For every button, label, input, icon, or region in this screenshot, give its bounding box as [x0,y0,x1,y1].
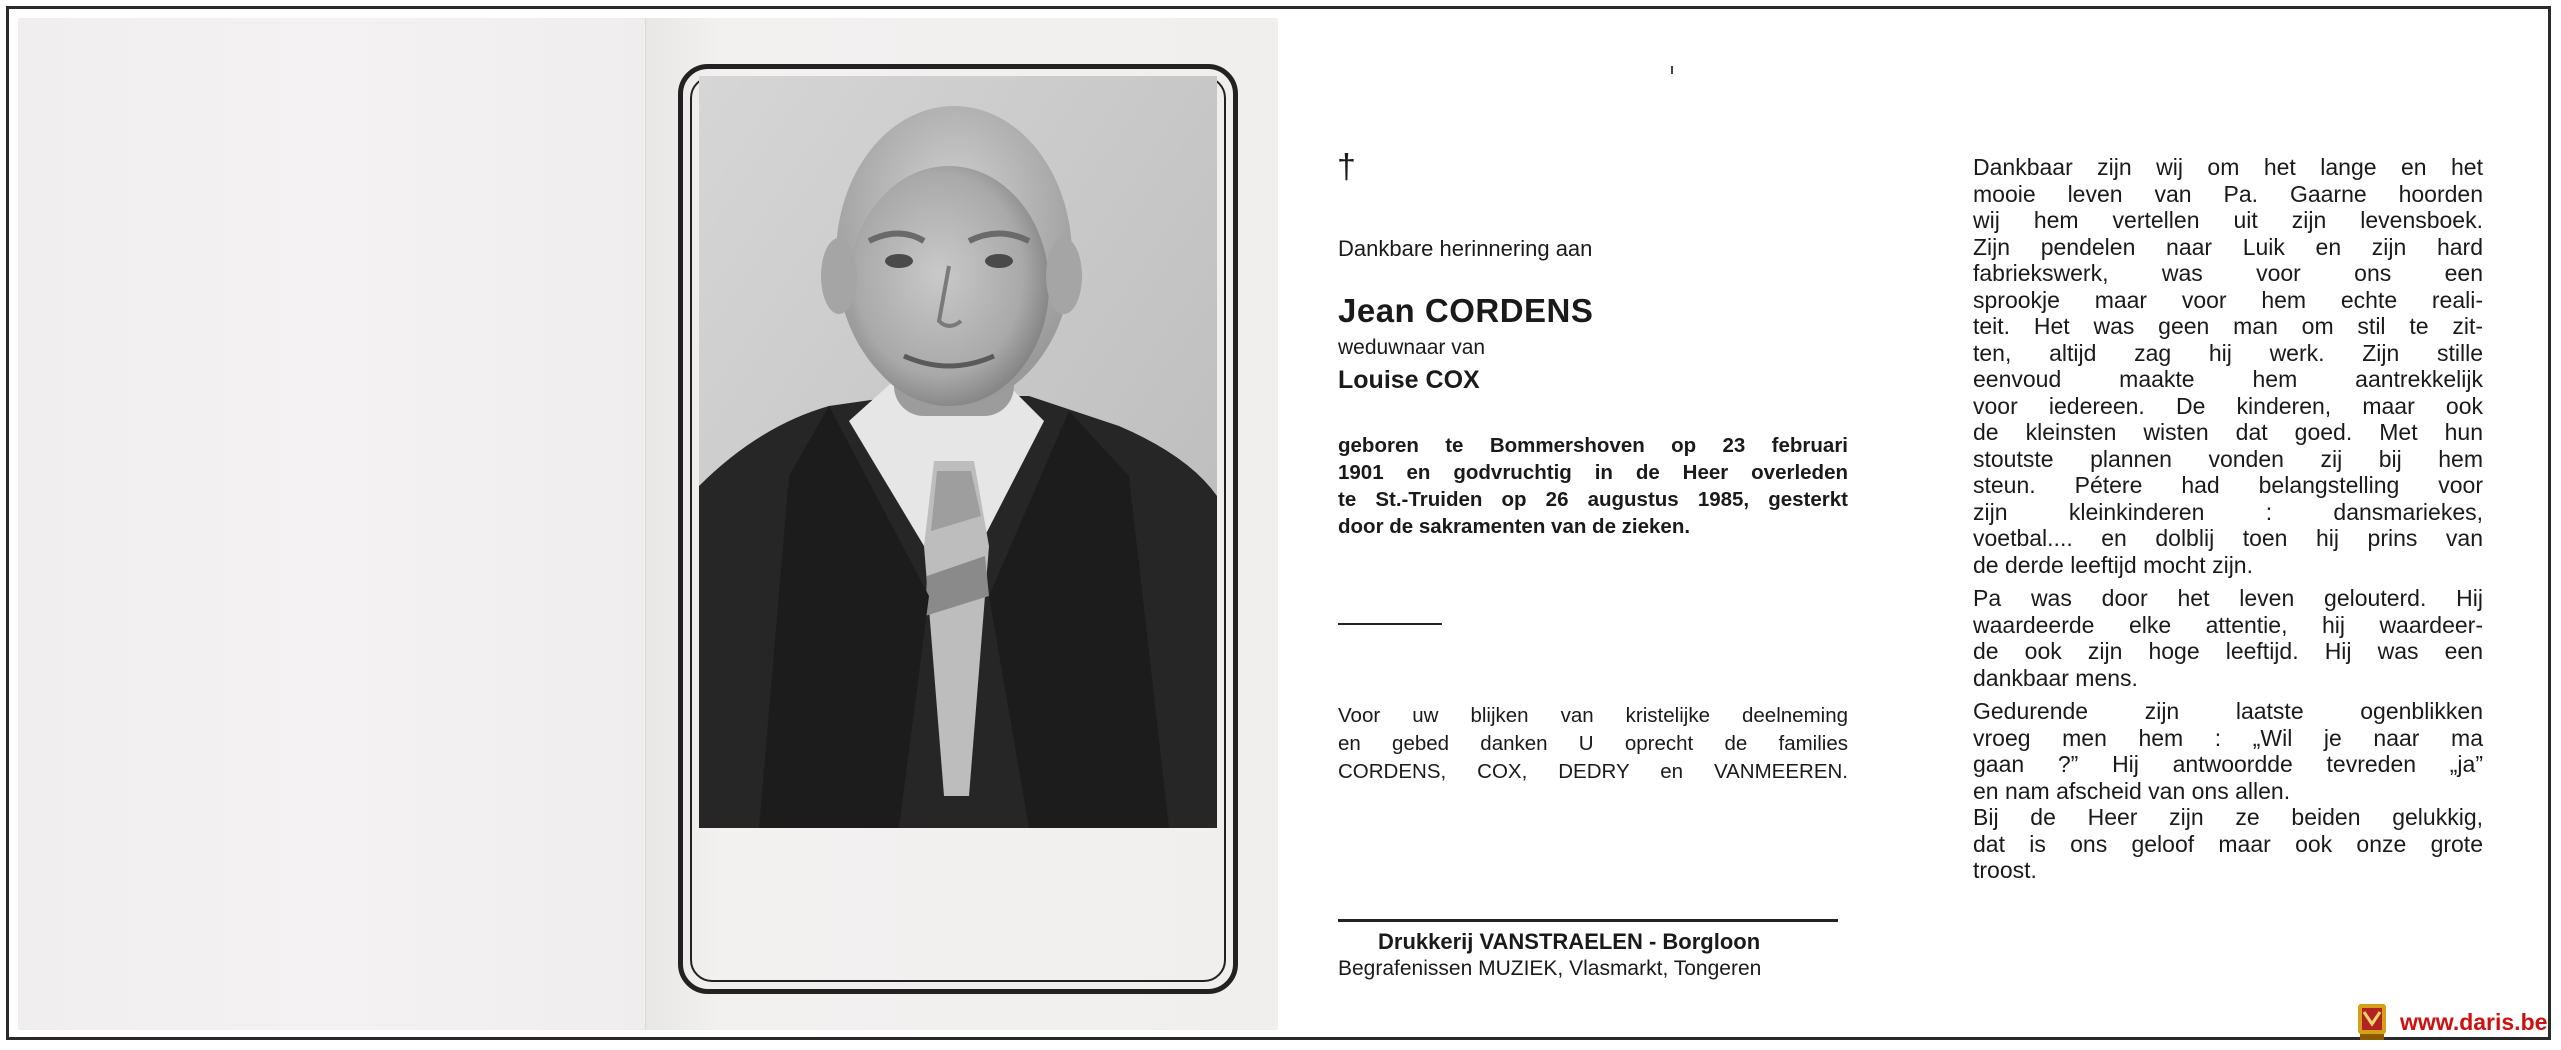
printer-credit: Drukkerij VANSTRAELEN - Borgloon [1378,929,1761,954]
remembrance-heading: Dankbare herinnering aan [1338,236,1593,261]
eulogy-line: voor iedereen. De kinderen, maar ook [1973,392,2483,419]
eulogy-line: zijn kleinkinderen : dansmariekes, [1973,498,2483,525]
eulogy-line: waardeerde elke attentie, hij waardeer- [1973,611,2483,638]
eulogy-line: fabriekswerk, was voor ons een [1973,260,2483,286]
eulogy-paragraph [1973,698,2483,884]
eulogy-line: Pa was door het leven gelouterd. Hij [1973,585,2483,611]
thanks-block [1338,702,1848,786]
biography-line: te St.-Truiden op 26 augustus 1985, gesterkt [1338,488,1848,511]
eulogy-line: teit. Het was geen man om stil te zit- [1973,313,2483,339]
eulogy-line: troost. [1973,857,2037,883]
deceased-name: Jean CORDENS [1338,292,1594,329]
eulogy-line: gaan ?” Hij antwoordde tevreden „ja” [1973,751,2483,777]
blank-left-page [18,18,645,1030]
eulogy-line: de ook zijn hoge leeftijd. Hij was een [1973,638,2483,664]
eulogy-line: eenvoud maakte hem aantrekkelijk [1973,366,2483,392]
eulogy-line: Bij de Heer zijn ze beiden gelukkig, [1973,804,2483,830]
thanks-line: en gebed danken U oprecht de families [1338,732,1848,755]
eulogy-line: Dankbaar zijn wij om het lange en het [1973,154,2483,180]
eulogy-line: wij hem vertellen uit zijn levensboek. [1973,207,2483,233]
watermark-site: www.daris.be [2400,1009,2548,1035]
daris-logo-icon [2356,1000,2388,1042]
relation-label: weduwnaar van [1338,336,1486,359]
eulogy-text [1973,154,2483,891]
scan-mark [1671,66,1673,74]
eulogy-line: Gedurende zijn laatste ogenblikken [1973,698,2483,724]
eulogy-line: de derde leeftijd mocht zijn. [1973,551,2253,578]
divider-long [1338,919,1838,922]
portrait-illustration [699,76,1217,828]
thanks-line: CORDENS, COX, DEDRY en VANMEEREN. [1338,760,1848,783]
eulogy-line: vroeg men hem : „Wil je naar ma [1973,724,2483,751]
biography-block [1338,432,1848,540]
eulogy-paragraph [1973,585,2483,691]
eulogy-line: sprookje maar voor hem echte reali- [1973,286,2483,313]
eulogy-line: stoutste plannen vonden zij bij hem [1973,445,2483,472]
eulogy-line: en nam afscheid van ons allen. [1973,777,2291,804]
eulogy-line: dat is ons geloof maar ook onze grote [1973,830,2483,857]
biography-line: 1901 en godvruchtig in de Heer overleden [1338,461,1848,484]
eulogy-line: Zijn pendelen naar Luik en zijn hard [1973,233,2483,260]
biography-line: door de sakramenten van de zieken. [1338,515,1691,538]
eulogy-line: ten, altijd zag hij werk. Zijn stille [1973,339,2483,366]
thanks-line: Voor uw blijken van kristelijke deelneming [1338,704,1848,727]
divider-short [1338,623,1442,625]
funeral-home-credit: Begrafenissen MUZIEK, Vlasmarkt, Tongeren [1338,957,1762,980]
portrait-photo [699,76,1217,828]
eulogy-paragraph [1973,154,2483,578]
eulogy-line: steun. Pétere had belangstelling voor [1973,472,2483,498]
spouse-name: Louise COX [1338,366,1480,394]
eulogy-line: voetbal.... en dolblij toen hij prins van [1973,525,2483,551]
biography-line: geboren te Bommershoven op 23 februari [1338,434,1848,457]
cross-symbol: † [1337,148,1356,186]
eulogy-line: dankbaar mens. [1973,664,2138,691]
eulogy-line: mooie leven van Pa. Gaarne hoorden [1973,180,2483,207]
eulogy-line: de kleinsten wisten dat goed. Met hun [1973,419,2483,445]
